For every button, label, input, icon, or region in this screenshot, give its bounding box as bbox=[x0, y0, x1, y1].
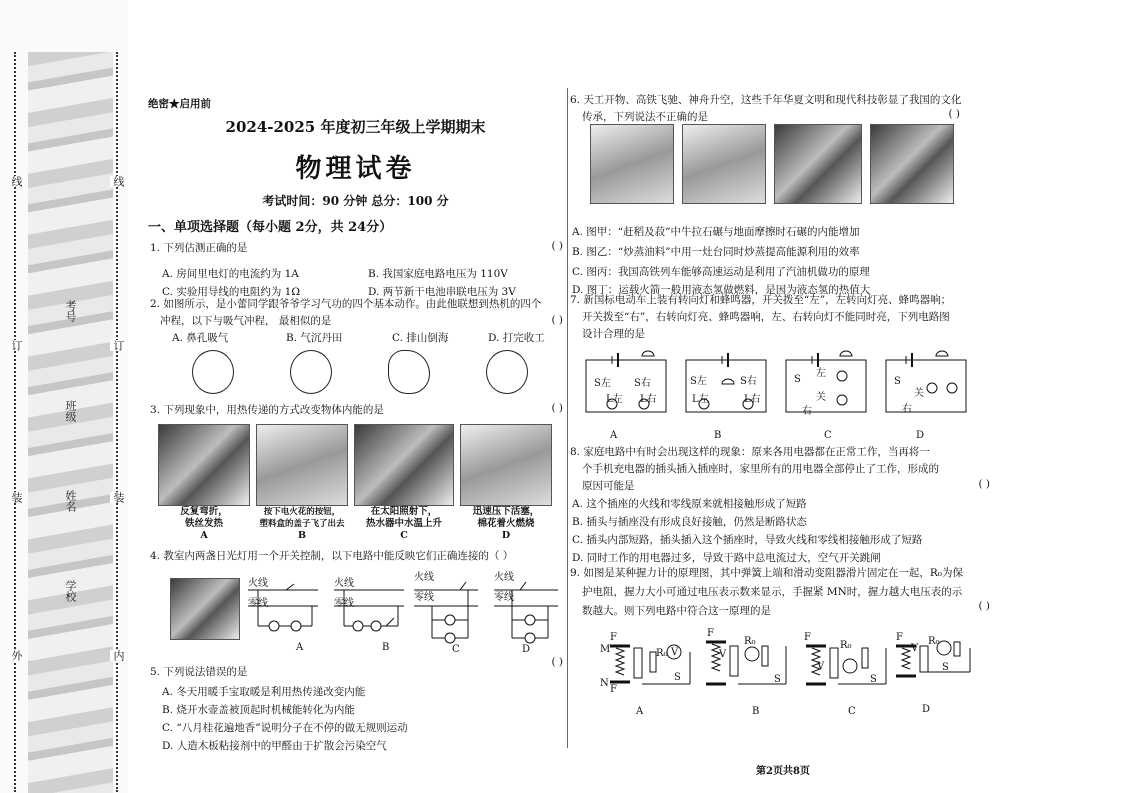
terminal-label: M bbox=[600, 644, 611, 655]
fluorescent-lamp-photo bbox=[170, 578, 240, 640]
photo-spark bbox=[256, 424, 348, 506]
option-letter: C bbox=[452, 644, 460, 655]
q7-stem-line3: 设计合理的是 bbox=[582, 328, 645, 340]
q3-photo-a bbox=[158, 424, 250, 542]
q2-stem-line1: 2. 如图所示，是小蕾同学跟爷爷学习气功的四个基本动作。由此他联想到热机的四个 bbox=[150, 298, 542, 310]
q8-option-b: B. 插头与插座没有形成良好接触，仍然是断路状态 bbox=[572, 516, 807, 528]
lamp-label: L左 bbox=[606, 394, 623, 405]
force-label: F bbox=[610, 684, 617, 695]
switch-label: S右 bbox=[634, 378, 651, 389]
q6-option-a: A. 图甲：“赶稻及菽”中牛拉石碾与地面摩擦时石碾的内能增加 bbox=[572, 226, 860, 238]
field-exam-number: 考号 bbox=[64, 300, 77, 322]
q1-option-a: A. 房间里电灯的电流约为 1A bbox=[162, 268, 299, 280]
q9-stem bbox=[570, 564, 1110, 621]
q4-stem: 4. 教室内两盏日光灯用一个开关控制，以下电路中能反映它们正确连接的（ ） bbox=[150, 550, 514, 562]
option-letter: B bbox=[752, 706, 760, 717]
answer-paren: ( ) bbox=[551, 240, 563, 252]
binding-char: 线 bbox=[10, 176, 23, 187]
option-letter: D bbox=[922, 704, 931, 715]
q7-stem-line2: 开关拨至“右”，右转向灯亮、蜂鸣器响，左、右转向灯不能同时亮，下列电路图 bbox=[582, 311, 950, 323]
photo-stove bbox=[682, 124, 766, 204]
force-label: F bbox=[707, 628, 714, 639]
binding-char: 装 bbox=[112, 492, 125, 503]
binding-strip bbox=[28, 52, 113, 793]
q9-stem-line3: 数越大。则下列电路中符合这一原理的是 bbox=[582, 605, 771, 617]
live-wire-label: 火线 bbox=[248, 578, 268, 589]
option-letter: C bbox=[400, 530, 408, 541]
q1-stem: 1. 下列估测正确的是 bbox=[150, 242, 248, 254]
answer-paren: ( ) bbox=[551, 656, 563, 668]
q1-option-d: D. 两节新干电池串联电压为 3V bbox=[368, 286, 516, 298]
option-letter: C bbox=[848, 706, 856, 717]
answer-paren: ( ) bbox=[551, 314, 563, 326]
photo-high-speed-train bbox=[774, 124, 862, 204]
exam-title: 2024-2025 年度初三年级上学期期末 bbox=[225, 118, 486, 136]
q6-stem bbox=[570, 92, 1110, 126]
q3-stem: 3. 下列现象中，用热传递的方式改变物体内能的是 bbox=[150, 404, 384, 416]
binding-char: 订 bbox=[10, 340, 23, 351]
switch-label: S bbox=[674, 672, 681, 683]
q6-option-b: B. 图乙：“炒蒸油料”中用一灶台同时炒蒸提高能源利用的效率 bbox=[572, 246, 860, 258]
voltmeter-label: V bbox=[719, 649, 727, 660]
force-label: F bbox=[896, 632, 903, 643]
option-letter: B bbox=[714, 430, 722, 441]
q3-photo-d bbox=[460, 424, 552, 542]
neutral-wire-label: 零线 bbox=[414, 592, 434, 603]
field-name: 姓名 bbox=[64, 490, 77, 512]
option-letter: D bbox=[501, 530, 511, 541]
option-letter: B bbox=[382, 642, 390, 653]
q2-stem-line2: 冲程，以下与吸气冲程， 最相似的是 bbox=[160, 315, 332, 327]
binding-char: 内 bbox=[112, 650, 125, 661]
option-letter: A bbox=[610, 430, 618, 441]
q7-stem-line1: 7. 新国标电动车上装有转向灯和蜂鸣器，开关拨至“左”，左转向灯亮、蜂鸣器响； bbox=[570, 294, 952, 306]
q8-stem bbox=[570, 444, 1110, 495]
q9-stem-line2: 护电阻，握力大小可通过电压表示数来显示，手握紧 MN时，握力越大电压表的示 bbox=[582, 586, 963, 598]
field-class: 班级 bbox=[64, 400, 77, 422]
switch-position-off: 关 bbox=[914, 388, 924, 399]
binding-margin bbox=[0, 0, 128, 793]
answer-paren: ( ) bbox=[978, 478, 990, 490]
q1-option-c: C. 实验用导线的电阻约为 1Ω bbox=[162, 286, 301, 298]
photo-caption: 按下电火花的按钮， 塑料盒的盖子飞了出去 bbox=[259, 507, 345, 529]
switch-label: S bbox=[870, 674, 877, 685]
q2-option-b: B. 气沉丹田 bbox=[286, 332, 343, 344]
force-label: F bbox=[610, 632, 617, 643]
q4-circuits bbox=[246, 576, 566, 656]
q6-option-c: C. 图丙：我国高铁列车能够高速运动是利用了汽油机做功的原理 bbox=[572, 266, 870, 278]
live-wire-label: 火线 bbox=[414, 572, 434, 583]
section-title: 一、单项选择题（每小题 2分，共 24分） bbox=[148, 220, 393, 235]
terminal-label: N bbox=[600, 678, 609, 689]
q3-photos bbox=[158, 424, 552, 542]
binding-char: 装 bbox=[10, 492, 23, 503]
q8-option-c: C. 插头内部短路，插头插入这个插座时，导致火线和零线相接触形成了短路 bbox=[572, 534, 923, 546]
switch-label: S左 bbox=[594, 378, 611, 389]
q5-option-c: C. “八月桂花遍地香”说明分子在不停的做无规则运动 bbox=[162, 722, 408, 734]
q6-photos bbox=[590, 124, 954, 204]
voltmeter-label: V bbox=[911, 643, 919, 654]
outer-dotted-line bbox=[14, 52, 18, 792]
answer-paren: ( ) bbox=[978, 600, 990, 612]
photo-caption: 在太阳照射下， 热水器中水温上升 bbox=[365, 506, 442, 529]
column-divider bbox=[567, 88, 568, 748]
resistor-label: R₀ bbox=[928, 636, 940, 647]
lamp-label: L右 bbox=[744, 394, 761, 405]
switch-label: S左 bbox=[690, 376, 707, 387]
q2-option-a: A. 鼻孔吸气 bbox=[172, 332, 229, 344]
resistor-label: R₀ bbox=[840, 640, 852, 651]
binding-char: 订 bbox=[112, 340, 125, 351]
q6-stem-line1: 6. 天工开物、高铁飞驰、神舟升空，这些千年华夏文明和现代科技彰显了我国的文化 bbox=[570, 94, 962, 106]
qigong-figure bbox=[388, 350, 430, 394]
q5-option-b: B. 烧开水壶盖被顶起时机械能转化为内能 bbox=[162, 704, 355, 716]
inner-dotted-line bbox=[116, 52, 120, 792]
option-letter: C bbox=[824, 430, 832, 441]
photo-caption: 反复弯折， 铁丝发热 bbox=[180, 506, 228, 529]
exam-page bbox=[140, 88, 1120, 793]
q1-option-b: B. 我国家庭电路电压为 110V bbox=[368, 268, 508, 280]
q3-photo-c bbox=[354, 424, 454, 542]
switch-label: S bbox=[894, 376, 901, 387]
q2-stem bbox=[150, 296, 560, 330]
q8-stem-line3: 原因可能是 bbox=[582, 480, 635, 492]
q8-option-a: A. 这个插座的火线和零线原来就相接触形成了短路 bbox=[572, 498, 807, 510]
neutral-wire-label: 零线 bbox=[248, 598, 268, 609]
qigong-figure bbox=[486, 350, 528, 394]
live-wire-label: 火线 bbox=[494, 572, 514, 583]
resistor-label: R₀ bbox=[744, 636, 756, 647]
q7-stem bbox=[570, 292, 1110, 343]
resistor-label: R₀ bbox=[656, 648, 668, 659]
exam-meta: 考试时间：90 分钟 总分：100 分 bbox=[262, 194, 449, 208]
force-label: F bbox=[804, 632, 811, 643]
qigong-figure bbox=[290, 350, 332, 394]
lamp-label: L右 bbox=[640, 394, 657, 405]
photo-rocket bbox=[870, 124, 954, 204]
q2-figures bbox=[192, 350, 528, 394]
binding-char: 外 bbox=[10, 650, 23, 661]
answer-paren: ( ) bbox=[551, 402, 563, 414]
qigong-figure bbox=[192, 350, 234, 394]
q9-stem-line1: 9. 如图是某种握力计的原理图，其中弹簧上端和滑动变阻器滑片固定在一起，R₀为保 bbox=[570, 567, 963, 579]
subject-title: 物理试卷 bbox=[295, 154, 416, 184]
switch-position-off: 关 bbox=[816, 392, 826, 403]
page-footer: 第2页共8页 bbox=[756, 766, 810, 777]
switch-label: S右 bbox=[740, 376, 757, 387]
q2-option-c: C. 排山倒海 bbox=[392, 332, 449, 344]
photo-ox-roller bbox=[590, 124, 674, 204]
field-school: 学校 bbox=[64, 580, 77, 602]
photo-solar-heater bbox=[354, 424, 454, 506]
option-letter: D bbox=[522, 644, 531, 655]
binding-char: 线 bbox=[112, 176, 125, 187]
voltmeter-label: V bbox=[671, 647, 679, 658]
q5-option-a: A. 冬天用暖手宝取暖是利用热传递改变内能 bbox=[162, 686, 366, 698]
voltmeter-label: V bbox=[817, 661, 825, 672]
secret-label: 绝密★启用前 bbox=[148, 98, 211, 110]
q2-option-d: D. 打完收工 bbox=[488, 332, 545, 344]
option-letter: A bbox=[636, 706, 644, 717]
switch-position-right: 右 bbox=[802, 406, 812, 417]
switch-label: S bbox=[942, 662, 949, 673]
photo-wire bbox=[158, 424, 250, 506]
option-letter: B bbox=[297, 530, 307, 541]
option-letter: D bbox=[916, 430, 925, 441]
switch-position-right: 右 bbox=[902, 404, 912, 415]
q5-stem: 5. 下列说法错误的是 bbox=[150, 666, 248, 678]
q6-option-d: D. 图丁：运载火箭一般用液态氢做燃料，是因为液态氢的热值大 bbox=[572, 284, 871, 296]
option-letter: A bbox=[200, 530, 208, 541]
q6-stem-line2: 传承，下列说法不正确的是 bbox=[582, 111, 708, 123]
q9-circuits bbox=[600, 632, 980, 698]
neutral-wire-label: 零线 bbox=[494, 592, 514, 603]
q8-option-d: D. 同时工作的用电器过多，导致干路中总电流过大，空气开关跳闸 bbox=[572, 552, 881, 564]
photo-caption: 迅速压下活塞， 棉花着火燃烧 bbox=[472, 506, 540, 529]
neutral-wire-label: 零线 bbox=[334, 598, 354, 609]
q8-stem-line1: 8. 家庭电路中有时会出现这样的现象：原来各用电器都在正常工作，当再将一 bbox=[570, 446, 930, 458]
lamp-label: L左 bbox=[692, 394, 709, 405]
q3-photo-b bbox=[256, 424, 348, 542]
switch-label: S bbox=[774, 674, 781, 685]
live-wire-label: 火线 bbox=[334, 578, 354, 589]
q8-stem-line2: 个手机充电器的插头插入插座时，家里所有的用电器全部停止了工作，形成的 bbox=[582, 463, 939, 475]
option-letter: A bbox=[296, 642, 304, 653]
answer-paren: ( ) bbox=[948, 108, 960, 120]
switch-label: S bbox=[794, 374, 801, 385]
q5-option-d: D. 人造木板粘接剂中的甲醛由于扩散会污染空气 bbox=[162, 740, 387, 752]
switch-position-left: 左 bbox=[816, 368, 826, 379]
photo-piston bbox=[460, 424, 552, 506]
